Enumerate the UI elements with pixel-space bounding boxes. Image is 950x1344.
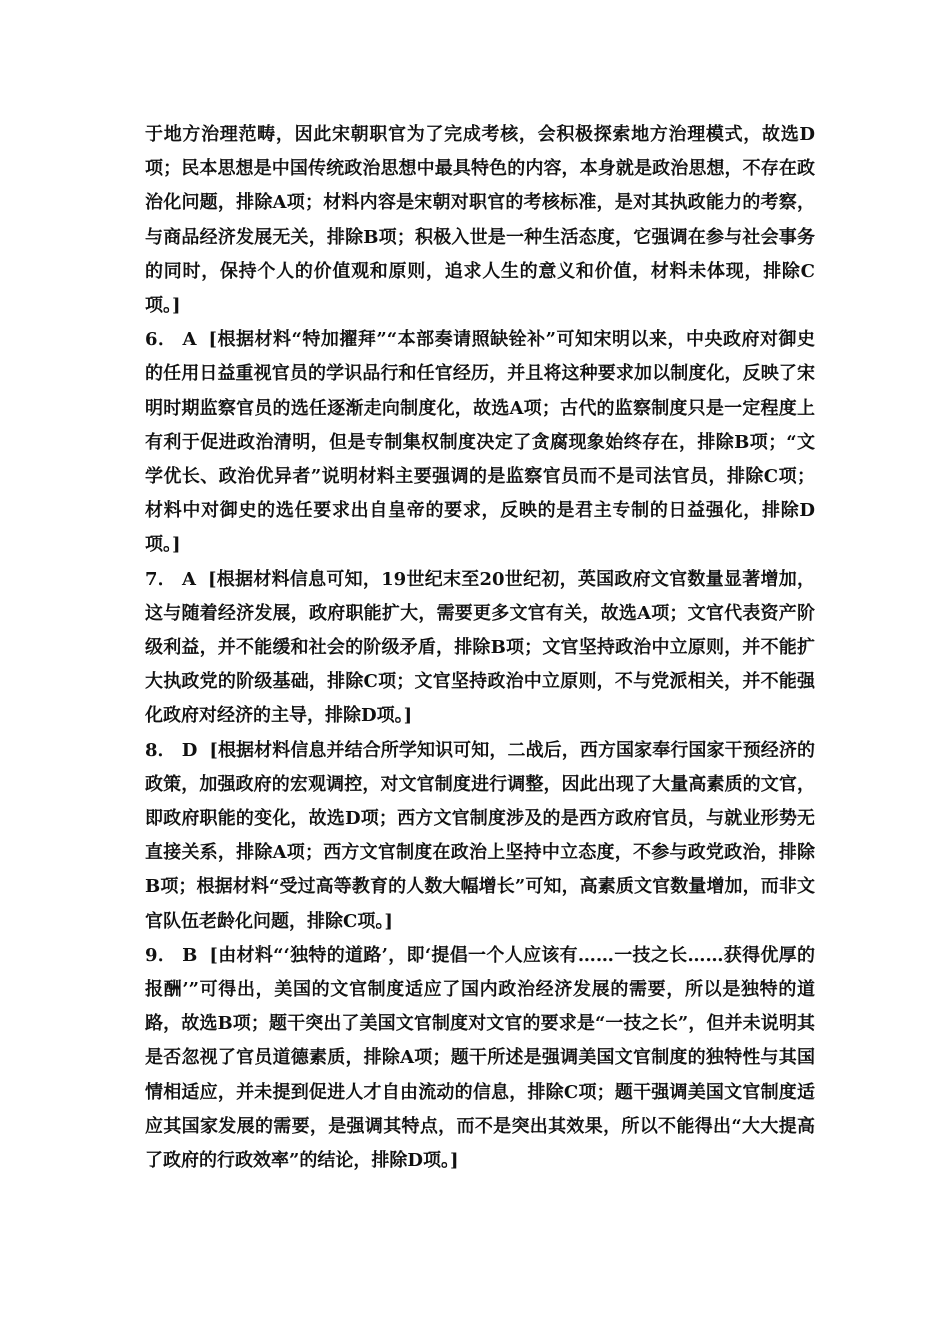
paragraph-continued — [145, 118, 815, 323]
question-number: 6． — [145, 329, 177, 351]
question-number: 9． — [145, 944, 177, 966]
answer-item-7 — [145, 563, 815, 734]
answer-item-8 — [145, 734, 815, 939]
question-number: 8． — [145, 739, 176, 761]
answer-item-6 — [145, 323, 815, 562]
paragraph-text: [根据材料“特加擢拜”“本部奏请照缺铨补”可知宋明以来，中央政府对御史的任用日益重视官员的学识品行和任官经历，并且将这种要求加以制度化，反映了宋明时期监察官员的选任逐渐走向制度化，故选A项；古代的监察制度只是一定程度上有利于促进政治清明，但是专制集权制度决定了贪腐现象始终存在，排除B项；“文学优长、政治优异者”说明材料主要强调的是监察官员而不是司法官员，排除C项；材料中对御史的选任要求出自皇帝的要求，反映的是君主专制的日益强化，排除D项。] — [145, 329, 815, 556]
answer-letter: A — [182, 329, 197, 351]
answer-letter: A — [182, 568, 197, 590]
answer-item-9 — [145, 939, 815, 1178]
answer-explanations — [145, 118, 815, 1178]
paragraph-text: [由材料“‘独特的道路’，即‘提倡一个人应该有……一技之长……获得优厚的报酬’”可得出，美国的文官制度适应了国内政治经济发展的需要，所以是独特的道路，故选B项；题干突出了美国文官制度对文官的要求是“一技之长”，但并未说明其是否忽视了官员道德素质，排除A项；题干所述是强调美国文官制度的独特性与其国情相适应，并未提到促进人才自由流动的信息，排除C项；题干强调美国文官制度适应其国家发展的需要，是强调其特点，而不是突出其效果，所以不能得出“大大提高了政府的行政效率”的结论，排除D项。] — [145, 944, 815, 1172]
paragraph-text: [根据材料信息并结合所学知识可知，二战后，西方国家奉行国家干预经济的政策，加强政府的宏观调控，对文官制度进行调整，因此出现了大量高素质的文官，即政府职能的变化，故选D项；西方文官制度涉及的是西方政府官员，与就业形势无直接关系，排除A项；西方文官制度在政治上坚持中立态度，不参与政党政治，排除B项；根据材料“受过高等教育的人数大幅增长”可知，高素质文官数量增加，而非文官队伍老龄化问题，排除C项。] — [145, 739, 815, 932]
question-number: 7． — [145, 568, 177, 590]
paragraph-text: 于地方治理范畴，因此宋朝职官为了完成考核，会积极探索地方治理模式，故选D项；民本思想是中国传统政治思想中最具特色的内容，本身就是政治思想，不存在政治化问题，排除A项；材料内容是宋朝对职官的考核标准，是对其执政能力的考察，与商品经济发展无关，排除B项；积极入世是一种生活态度，它强调在参与社会事务的同时，保持个人的价值观和原则，追求人生的意义和价值，材料未体现，排除C项。] — [145, 124, 815, 317]
answer-letter: B — [182, 944, 198, 966]
answer-letter: D — [181, 739, 198, 761]
paragraph-text: [根据材料信息可知，19世纪末至20世纪初，英国政府文官数量显著增加，这与随着经济发展，政府职能扩大，需要更多文官有关，故选A项；文官代表资产阶级利益，并不能缓和社会的阶级矛盾，排除B项；文官坚持政治中立原则，并不能扩大执政党的阶级基础，排除C项；文官坚持政治中立原则，不与党派相关，并不能强化政府对经济的主导，排除D项。] — [145, 568, 815, 727]
